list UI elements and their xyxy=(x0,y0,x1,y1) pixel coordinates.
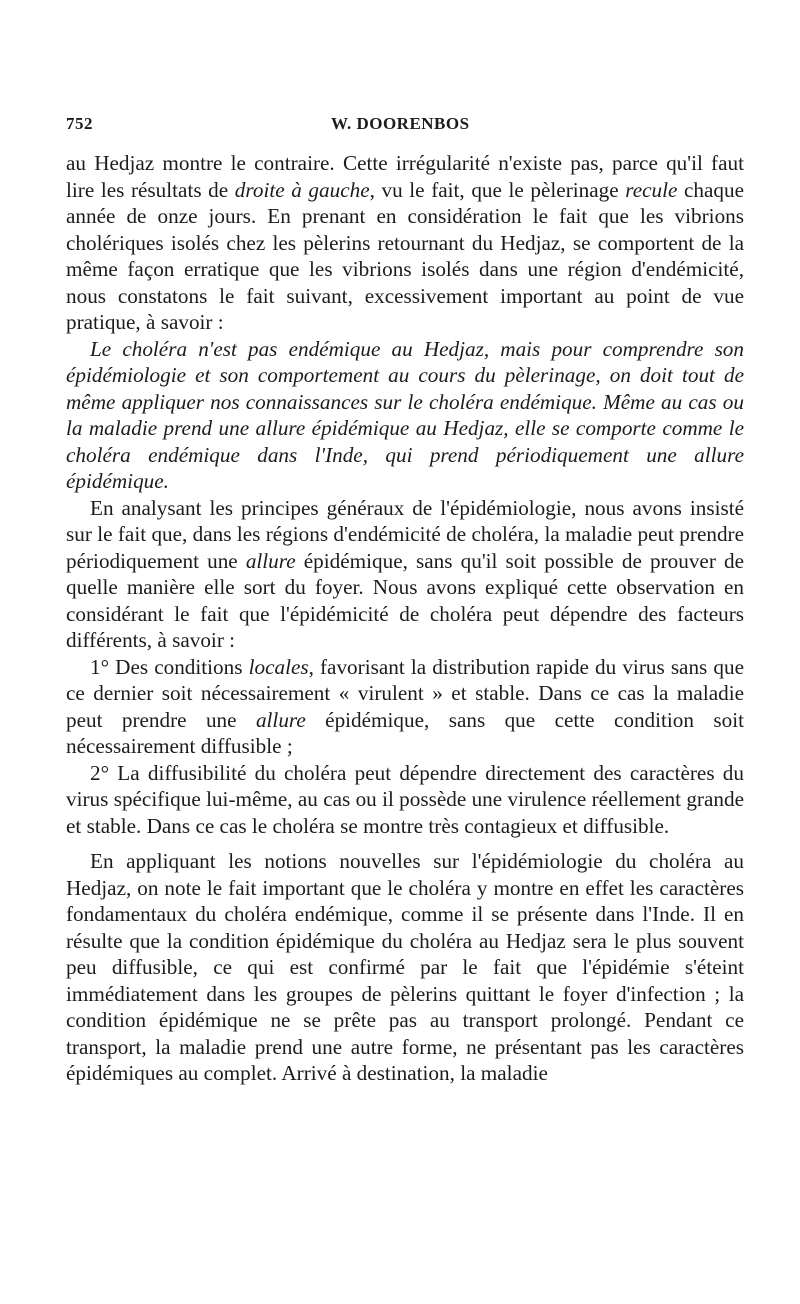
paragraph-5: 2° La diffusibilité du choléra peut dépendre directement des caractères du virus spécifique lui-même, au cas ou il possède une virulence réellement grande et stable. Dans ce cas le choléra se montre très contagieux et diffusible. xyxy=(66,760,744,838)
running-title: W. DOORENBOS xyxy=(331,114,470,133)
paragraph-2-italic: Le choléra n'est pas endémique au Hedjaz, mais pour comprendre son épidémiologie et son comportement au cours du pèlerinage, on doit tout de même appliquer nos connaissances sur le choléra endémique. Même au cas ou la maladie prend une allure épidémique au Hedjaz, elle se comporte comme le choléra endémique dans l'Inde, qui prend périodiquement une allure épidémique. xyxy=(66,336,744,493)
paragraph-1: au Hedjaz montre le contraire. Cette irrégularité n'existe pas, parce qu'il faut lire les résultats de droite à gauche, vu le fait, que le pèlerinage recule chaque année de onze jours. En prenant en considération le fait que les vibrions cholériques isolés chez les pèlerins retournant du Hedjaz, se comportent de la même façon erratique que les vibrions isolés dans une région d'endémicité, nous constatons le fait suivant, excessivement important au point de vue pratique, à savoir : xyxy=(66,151,745,334)
paragraph-6: En appliquant les notions nouvelles sur l'épidémiologie du choléra au Hedjaz, on note le fait important que le choléra y montre en effet les caractères fondamentaux du choléra endémique, comme il se présente dans l'Inde. Il en résulte que la condition épidémique du choléra au Hedjaz sera le plus souvent peu diffusible, ce qui est confirmé par le fait que l'épidémie s'éteint immédiatement dans les groupes de pèlerins quittant le foyer d'infection ; la condition épidémique ne se prête pas au transport prolongé. Pendant ce transport, la maladie prend une autre forme, ne présentant pas les caractères épidémiques au complet. Arrivé à destination, la maladie xyxy=(66,849,744,1085)
paragraph-3: En analysant les principes généraux de l'épidémiologie, nous avons insisté sur le fait que, dans les régions d'endémicité de choléra, la maladie peut prendre périodiquement une allure épidémique, sans qu'il soit possible de prouver de quelle manière elle sort du foyer. Nous avons expliqué cette observation en considérant le fait que l'épidémicité de choléra peut dépendre des facteurs différents, à savoir : xyxy=(66,495,744,652)
document-page xyxy=(66,114,744,1087)
page-number: 752 xyxy=(66,114,93,133)
paragraph-4: 1° Des conditions locales, favorisant la distribution rapide du virus sans que ce dernier soit nécessairement « virulent » et stable. Dans ce cas la maladie peut prendre une allure épidémique, sans que cette condition soit nécessairement diffusible ; xyxy=(66,654,744,758)
body-text xyxy=(66,150,744,1087)
page-header xyxy=(66,114,744,150)
